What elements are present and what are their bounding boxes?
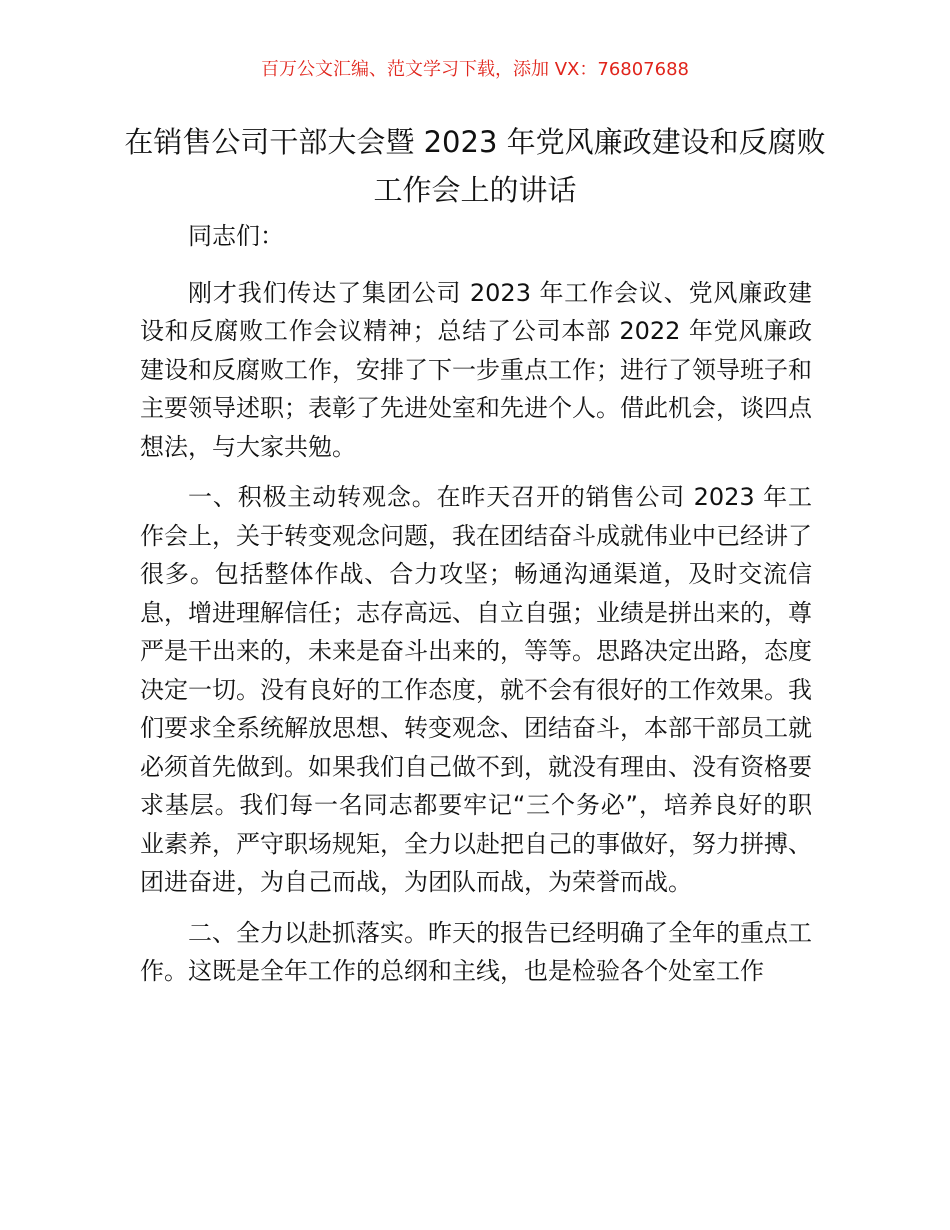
paragraph-intro: 刚才我们传达了集团公司 2023 年工作会议、党风廉政建设和反腐败工作会议精神；总结了公司本部 2022 年党风廉政建设和反腐败工作，安排了下一步重点工作；进行了领导班子和主要领导述职；表彰了先进处室和先进个人。借此机会，谈四点想法，与大家共勉。 [140, 278, 812, 461]
document-title: 在销售公司干部大会暨 2023 年党风廉政建设和反腐败工作会上的讲话 [124, 125, 826, 207]
salutation: 同志们： [188, 222, 284, 250]
watermark-banner: 百万公文汇编、范文学习下载，添加 VX：76807688 [261, 59, 689, 80]
document-body [140, 217, 812, 1003]
paragraph-point-one: 一、积极主动转观念。在昨天召开的销售公司 2023 年工作会上，关于转变观念问题，我在团结奋斗成就伟业中已经讲了很多。包括整体作战、合力攻坚；畅通沟通渠道，及时交流信息，增进理解信任；志存高远、自立自强；业绩是拼出来的，尊严是干出来的，未来是奋斗出来的，等等。思路决定出路，态度决定一切。没有良好的工作态度，就不会有很好的工作效果。我们要求全系统解放思想、转变观念、团结奋斗，本部干部员工就必须首先做到。如果我们自己做不到，就没有理由、没有资格要求基层。我们每一名同志都要牢记“三个务必”，培养良好的职业素养，严守职场规矩，全力以赴把自己的事做好，努力拼搏、团进奋进，为自己而战，为团队而战，为荣誉而战。 [140, 483, 812, 896]
paragraph-point-two: 二、全力以赴抓落实。昨天的报告已经明确了全年的重点工作。这既是全年工作的总纲和主线，也是检验各个处室工作 [140, 918, 812, 985]
